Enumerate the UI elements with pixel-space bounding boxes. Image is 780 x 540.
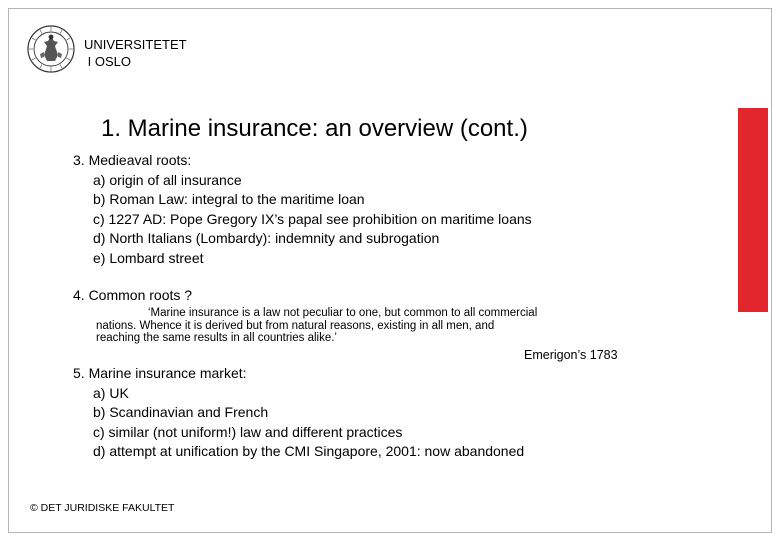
list-item: c) 1227 AD: Pope Gregory IX’s papal see prohibition on maritime loans (93, 210, 532, 227)
list-item: c) similar (not uniform!) law and different practices (93, 423, 403, 440)
quote-attribution: Emerigon’s 1783 (524, 348, 618, 362)
university-name-line2: I OSLO (84, 54, 131, 69)
university-name-line1: UNIVERSITETET (84, 37, 187, 52)
section-medieval-roots (73, 151, 532, 268)
footer-copyright: © DET JURIDISKE FAKULTET (30, 502, 175, 514)
section-market (73, 364, 524, 462)
university-name (84, 36, 187, 70)
list-item: a) origin of all insurance (93, 171, 242, 188)
section-heading: 4. Common roots ? (73, 287, 193, 303)
list-item: b) Scandinavian and French (93, 404, 269, 420)
quote-line: ‘Marine insurance is a law not peculiar to one, but common to all commercial (148, 307, 538, 319)
accent-bar (738, 108, 768, 312)
slide-title: 1. Marine insurance: an overview (cont.) (101, 115, 528, 142)
list-item: a) UK (93, 384, 129, 401)
quote-line: reaching the same results in all countries alike.’ (96, 332, 337, 344)
quote-block (96, 307, 636, 345)
section-common-roots (73, 286, 192, 306)
section-heading: 5. Marine insurance market: (73, 365, 247, 381)
quote-line: nations. Whence it is derived but from natural reasons, existing in all men, and (96, 319, 495, 332)
list-item: d) North Italians (Lombardy): indemnity and subrogation (93, 230, 440, 246)
university-seal-icon (27, 25, 75, 73)
section-heading: 3. Medieaval roots: (73, 152, 192, 168)
list-item: e) Lombard street (93, 249, 204, 266)
list-item: b) Roman Law: integral to the maritime loan (93, 191, 365, 207)
list-item: d) attempt at unification by the CMI Singapore, 2001: now abandoned (93, 443, 525, 459)
